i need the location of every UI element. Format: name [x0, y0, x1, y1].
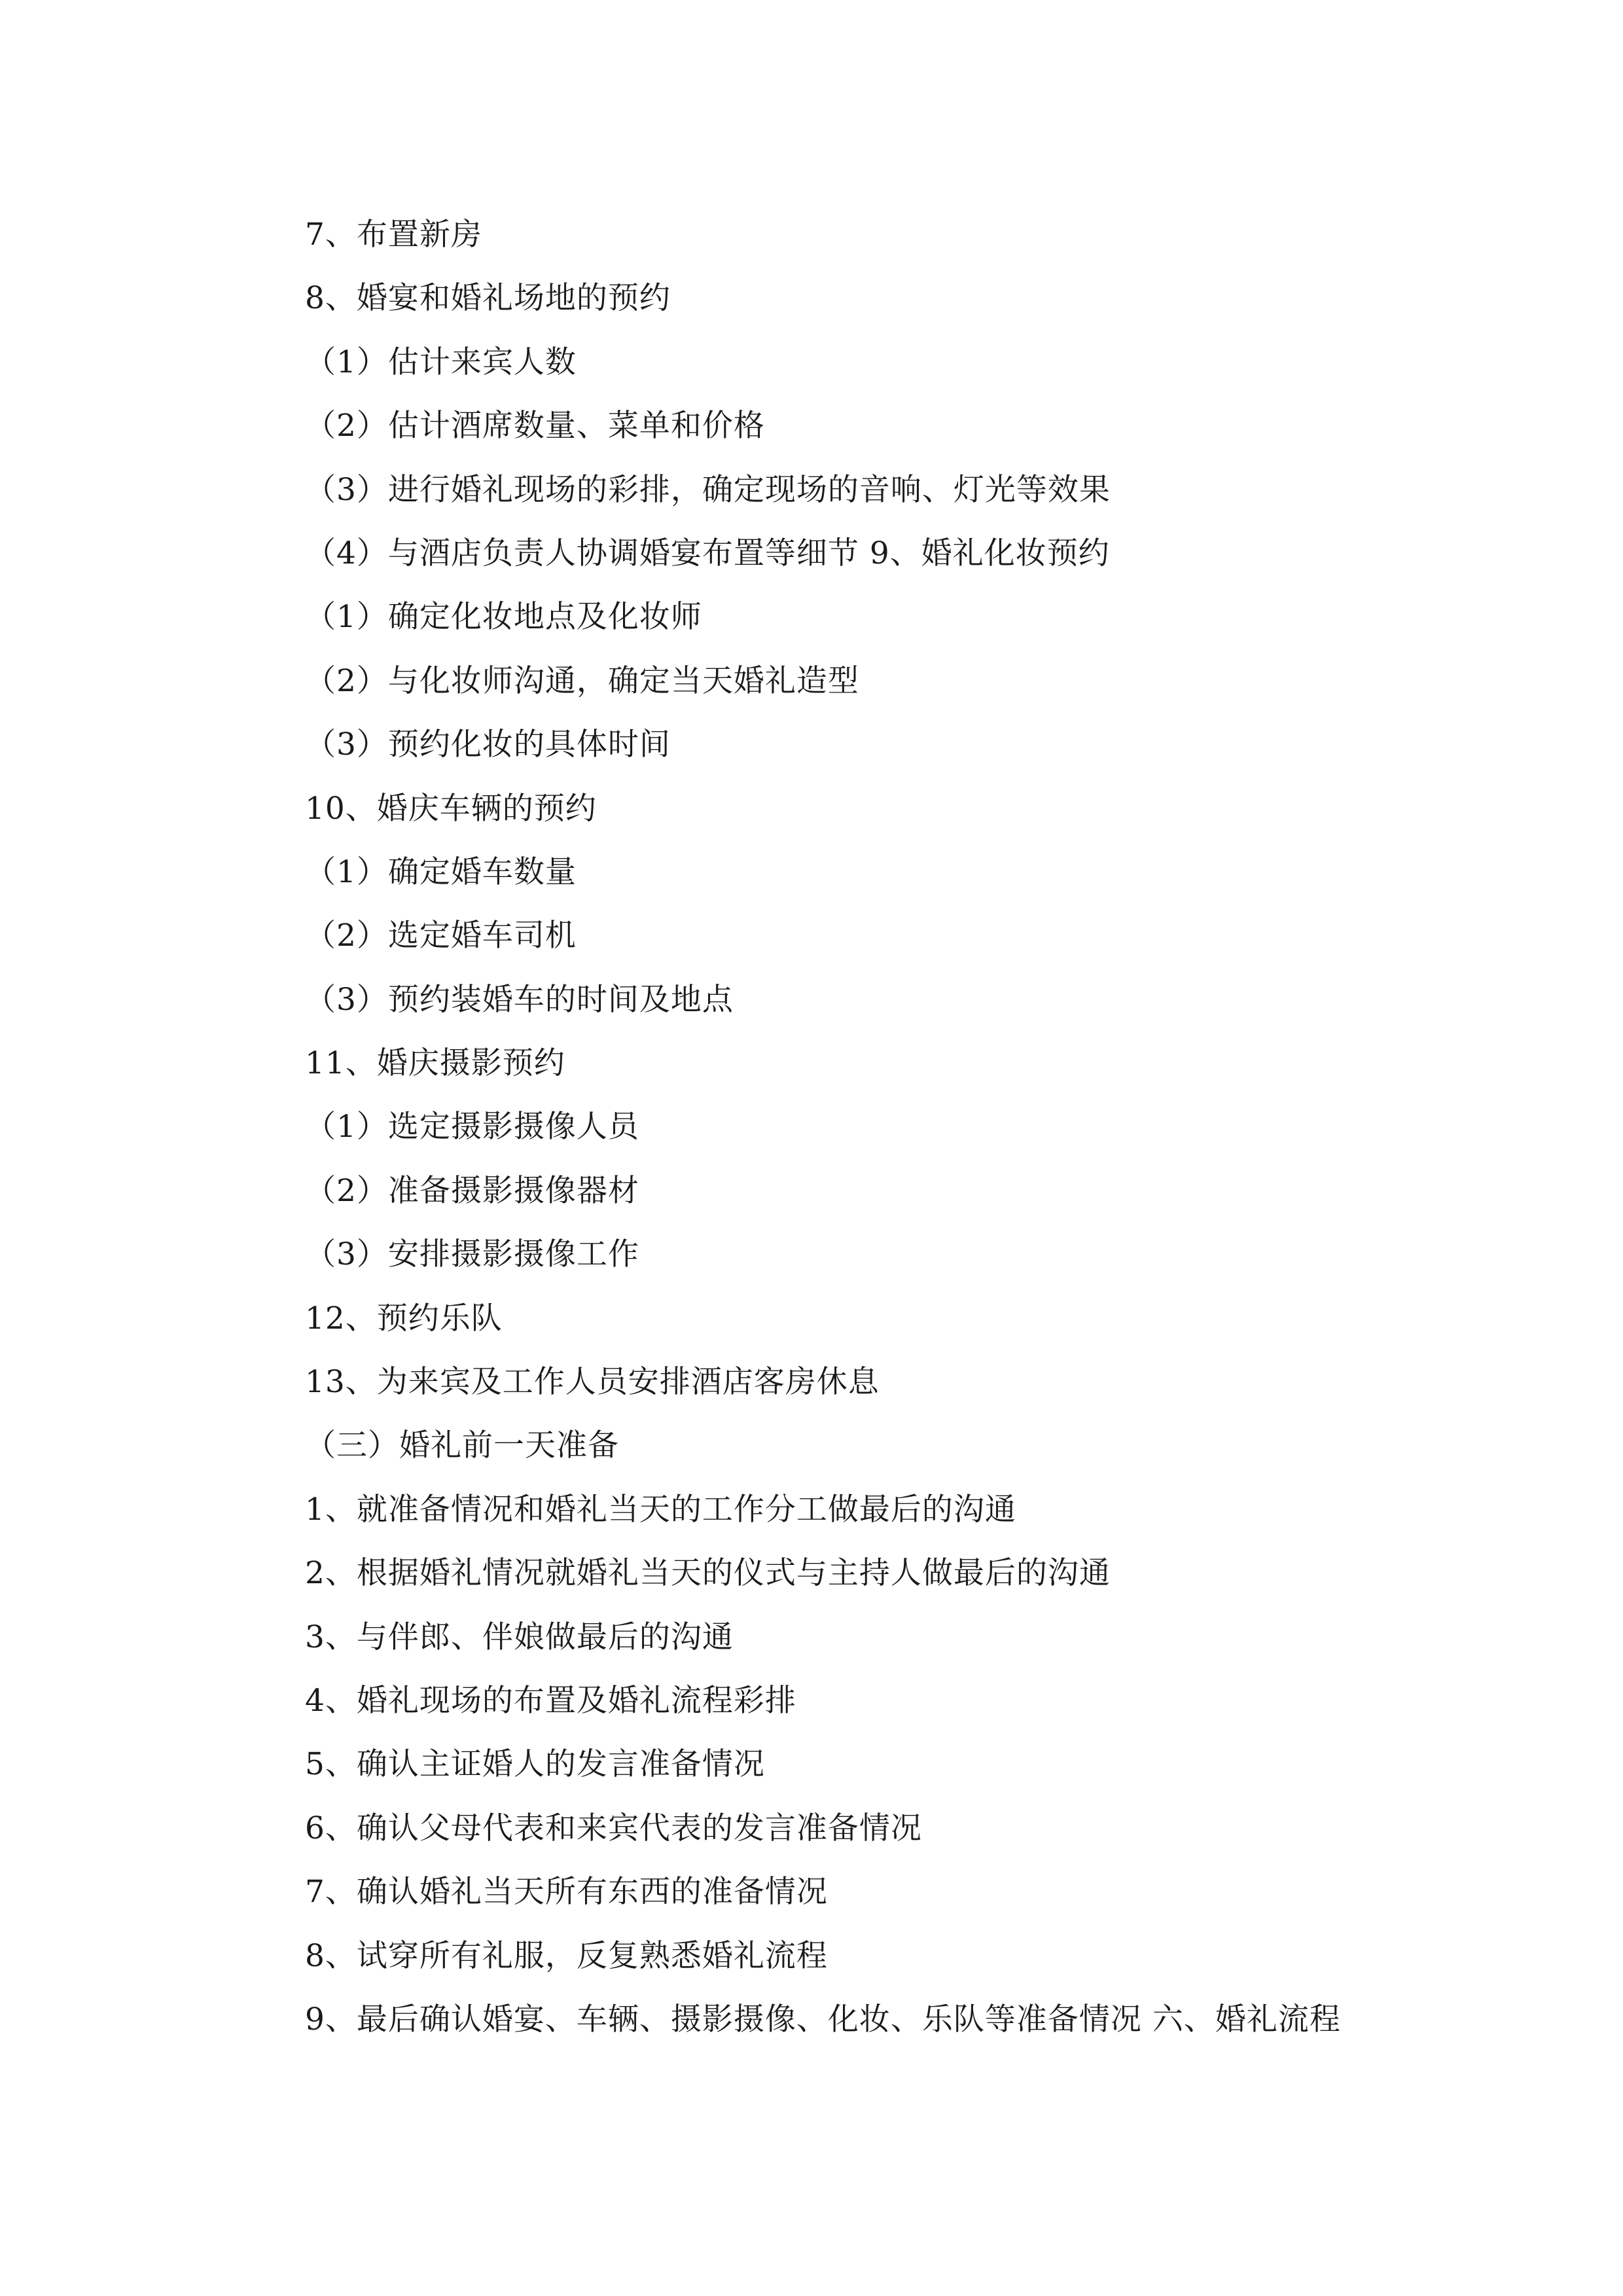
text-line: 6、确认父母代表和来宾代表的发言准备情况	[305, 1810, 922, 1846]
text-line: 8、试穿所有礼服，反复熟悉婚礼流程	[305, 1937, 828, 1974]
text-line: 12、预约乐队	[305, 1300, 503, 1336]
text-line: 2、根据婚礼情况就婚礼当天的仪式与主持人做最后的沟通	[305, 1555, 1111, 1592]
text-line: 7、布置新房	[305, 217, 482, 253]
text-line: （2）选定婚车司机	[305, 918, 577, 954]
text-line: （3）安排摄影摄像工作	[305, 1236, 639, 1273]
text-line: （1）选定摄影摄像人员	[305, 1109, 639, 1145]
text-line: 13、为来宾及工作人员安排酒店客房休息	[305, 1364, 880, 1401]
text-line: 11、婚庆摄影预约	[305, 1045, 565, 1082]
text-line: 7、确认婚礼当天所有东西的准备情况	[305, 1874, 828, 1910]
text-line: （4）与酒店负责人协调婚宴布置等细节 9、婚礼化妆预约	[305, 535, 1110, 571]
text-line: （2）准备摄影摄像器材	[305, 1172, 639, 1209]
text-line: 9、最后确认婚宴、车辆、摄影摄像、化妆、乐队等准备情况 六、婚礼流程	[305, 2001, 1341, 2037]
text-line: 1、就准备情况和婚礼当天的工作分工做最后的沟通	[305, 1491, 1016, 1528]
text-line: （3）预约装婚车的时间及地点	[305, 981, 734, 1018]
text-line: （1）估计来宾人数	[305, 344, 577, 380]
text-line: 10、婚庆车辆的预约	[305, 790, 597, 827]
text-line: （2）估计酒席数量、菜单和价格	[305, 408, 765, 444]
text-line: 3、与伴郎、伴娘做最后的沟通	[305, 1619, 734, 1655]
text-line: 4、婚礼现场的布置及婚礼流程彩排	[305, 1682, 796, 1719]
text-line: 8、婚宴和婚礼场地的预约	[305, 280, 671, 317]
text-line: （2）与化妆师沟通，确定当天婚礼造型	[305, 662, 859, 699]
text-line: （3）预约化妆的具体时间	[305, 726, 671, 763]
document-body	[305, 203, 1483, 2051]
text-line: 5、确认主证婚人的发言准备情况	[305, 1746, 765, 1783]
text-line: （三）婚礼前一天准备	[305, 1427, 619, 1464]
text-line: （3）进行婚礼现场的彩排，确定现场的音响、灯光等效果	[305, 471, 1111, 508]
text-line: （1）确定化妆地点及化妆师	[305, 599, 702, 636]
text-line: （1）确定婚车数量	[305, 853, 577, 890]
